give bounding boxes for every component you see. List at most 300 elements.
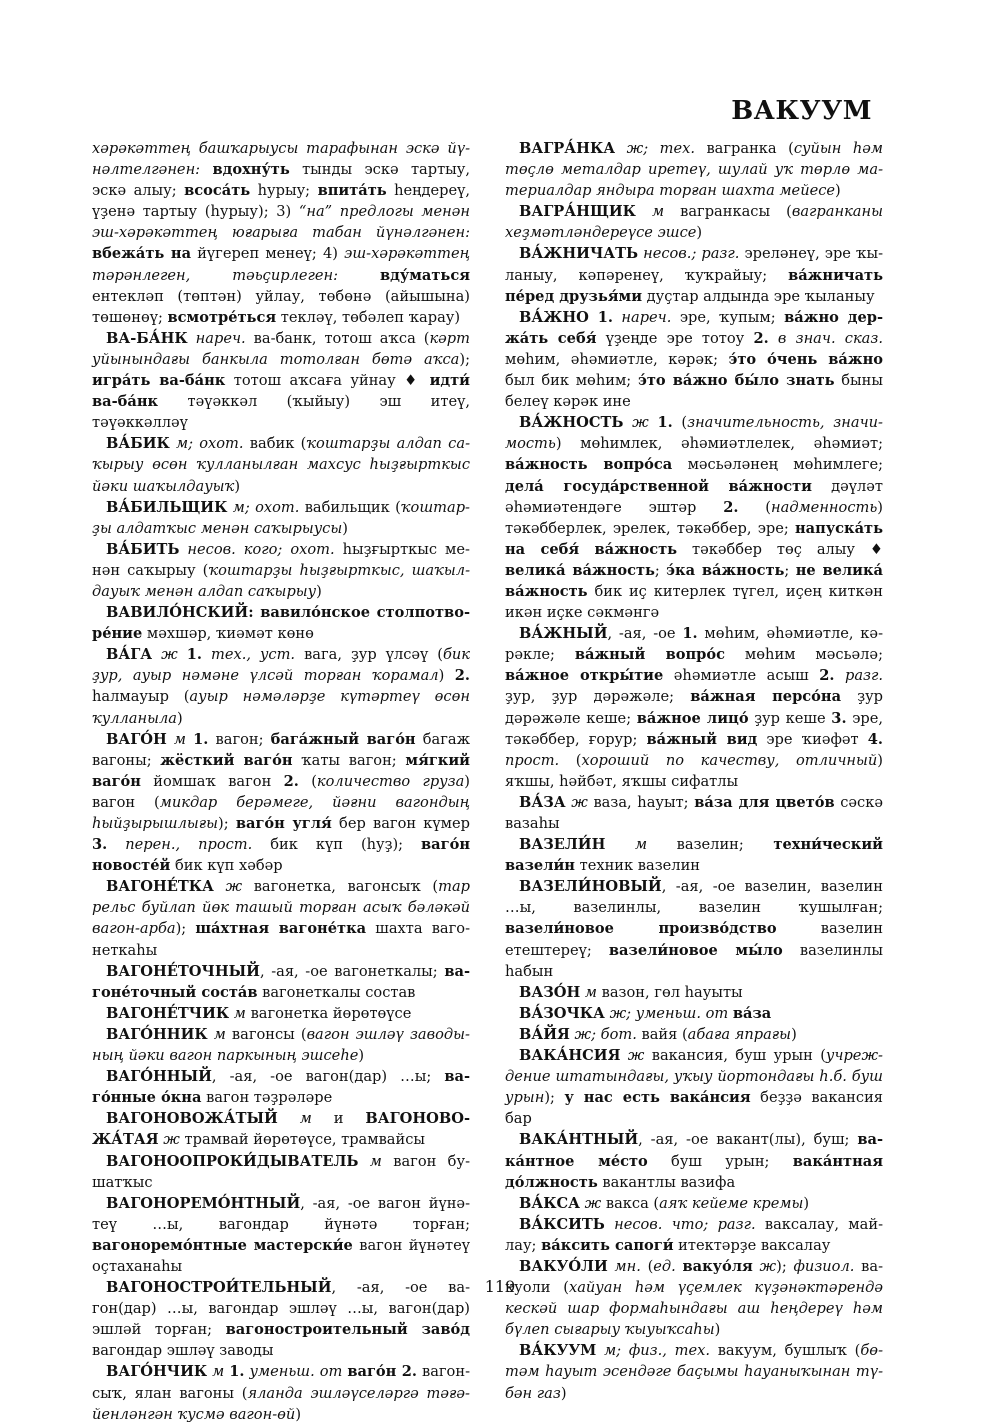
dictionary-entry [505,1193,883,1214]
right-column [505,138,883,1404]
definition-text: мәсьәләнең мөһимлеге; [672,456,884,474]
definition-text: вакса ( [605,1194,660,1212]
definition-text: ) [803,1194,810,1212]
italic-label: м [207,1363,230,1381]
dictionary-entry [92,961,470,1003]
dictionary-entry [92,602,470,644]
definition-text: , -ая, -ое вагон(дар) …ы, вагондар эшләү …ы, вагон(дар) эшләй торған; [92,1279,470,1339]
dictionary-entry [92,876,470,960]
headword: велика́ ва́жность [505,561,655,579]
definition-text: тәүәккәл (ҡыйыу) эш итеү, тәүәккәлләү [92,393,470,432]
definition-text: вагон йүнәтеү оҫтаханаһы [92,1236,470,1275]
headword: вдохну́ть [212,161,290,179]
definition-text: текләү, төбәлеп ҡарау) [276,308,461,326]
headword: 2. [454,667,470,685]
headword: ва́жность вопро́са [505,456,673,474]
definition-text: ҙур кеше [748,709,832,727]
italic-label: ҡоштарҙы алдатҡыс менән саҡырыусы [92,498,470,537]
headword: техни́ческий вазели́н [505,836,883,875]
definition-text: , -ая, -ое вазелин, вазелин …ы, вазелинлы, вазелин ҡушылған; [505,878,883,917]
headword: ВА́КСА [519,1194,580,1212]
headword: ВАГО́ННИК [106,1025,208,1043]
definition-text: ) [438,667,455,685]
dictionary-entry [505,412,883,623]
headword: игра́ть ва-ба́нк [92,372,226,390]
dictionary-entry [505,1045,883,1129]
italic-label: м [229,1004,251,1022]
dictionary-entry [92,1003,470,1024]
headword: ВАГОНОСТРОИ́ТЕЛЬНЫЙ [106,1279,332,1297]
italic-label: ж; уменьш. от [604,1004,733,1022]
definition-text: дуҫтар алдында эре ҡыланыу [642,287,875,305]
italic-label: уменьш. от [244,1363,348,1381]
italic-label: абаға япрағы [687,1025,792,1043]
headword: ваго́н новосте́й [92,836,471,875]
headword: вазели́новое произво́дство [505,920,777,938]
italic-label: м; физ., тех. [596,1342,718,1360]
italic-label: вагон эшләү заводының йәки вагон паркының эшсеһе [92,1025,470,1065]
headword: 1. [229,1363,245,1381]
dictionary-entry [505,876,883,981]
italic-label: надменность [771,498,878,516]
headword: 1. [193,730,209,748]
definition-text: ; [654,561,667,579]
dictionary-entry [92,539,470,602]
definition-text: ); [218,815,236,832]
definition-text: ) мөһимлек, әһәмиәтлелек, әһәмиәт; [555,435,883,453]
definition-text: ); [544,1089,565,1107]
headword: ВАГО́НЧИК [106,1363,208,1381]
italic-label: м [580,983,602,1001]
definition-text: вазелин етештереү; [505,920,883,959]
italic-label: м [635,203,681,221]
headword: 3. [831,709,847,727]
headword: вагоностроительный заво́д [225,1321,470,1339]
italic-label: хәрәкәттең башҡарыусы тарафынан эскә йүнәлтелгәнен: [92,140,470,179]
headword: ВА́БИТЬ [106,540,180,558]
headword: ВАГОНОВОЖА́ТАЯ [92,1110,470,1149]
headword: бага́жный ваго́н [270,730,416,748]
dictionary-entry [505,982,883,1003]
italic-label: ж [158,1131,185,1149]
definition-text: бер вагон күмер [331,815,470,832]
definition-text: йүгереп менеү; 4) [191,245,345,263]
definition-text: вагонсыҡ, ялан вагоны ( [92,1363,470,1402]
italic-label: ж [152,646,187,664]
dictionary-entry [505,201,883,243]
definition-text: ) [295,1405,302,1423]
italic-label: м [358,1152,394,1170]
definition-text: вагонетка йөрөтөүсе [250,1004,412,1022]
definition-text: һалмауыр ( [92,688,190,706]
headword: ваго́нные о́кна [92,1068,470,1107]
definition-text: ) [696,224,703,242]
definition-text: шахта вагонеткаһы [92,920,471,959]
headword: 2. [283,772,299,790]
italic-label: ж [623,414,658,432]
italic-label: ж; тех. [615,140,707,157]
definition-text: вагонетка, вагонсыҡ ( [253,878,439,896]
definition-text: и [333,1110,366,1128]
headword: ВА́ЗОЧКА [519,1004,605,1022]
headword: ВАГРА́НКА [519,140,616,157]
definition-text: эре, тәкәббер, ғорур; [505,709,884,748]
italic-label: несов. кого; охот. [179,540,343,558]
headword: э́то ва́жно бы́ло знать [637,372,835,390]
definition-text: вагонеткалы состав [257,983,416,1001]
italic-label: вагранканы хеҙмәтләндереүсе эшсе [505,203,883,242]
headword: 1. [682,625,698,643]
dictionary-entry [505,1129,883,1192]
dictionary-entry [505,1214,883,1256]
headword: 3. [92,836,108,854]
headword: ва́за [732,1004,772,1022]
headword: ва́ксить сапоги́ [541,1236,674,1254]
definition-text: ) [560,1384,567,1402]
italic-label: ҡоштарҙы һыҙғырткыс, шаҡылдауыҡ менән алдап саҡырыу [92,561,470,600]
italic-label: тех., уст. [202,646,305,664]
headword: ВАЗЕЛИ́Н [519,836,606,854]
italic-label: бөтәм һауыт эсендәге баҫымы һауаныҡынан түбән газ [505,1342,883,1402]
headword: ВАГРА́НЩИК [519,203,636,221]
headword: ВА́ЗА [519,793,566,811]
headword: ВАГОНЕ́ТЧИК [106,1004,230,1022]
headword: ВАЗО́Н [519,983,581,1001]
headword: ВАГО́Н [106,730,167,748]
italic-label: микдар берәмеге, йәғни вагондың һыйҙырышлығы [92,793,470,832]
dictionary-entry [92,644,470,728]
definition-text: ) [316,582,322,600]
definition-text: вагранкасы ( [680,203,792,221]
definition-text: ҙур, ҙур дәрәжәле; [505,688,691,706]
definition-text: , -ая, -ое вагон(дар) …ы; [211,1068,445,1086]
italic-label: бик ҙур, ауыр нәмәне үлсәй торған ҡорамал [92,646,470,685]
headword: ша́хтная вагоне́тка [195,920,367,938]
definition-text: тотош аҡсаға уйнау ♦ [225,372,430,390]
headword: вазели́новое мы́ло [608,941,783,959]
dictionary-entry [92,1108,470,1150]
headword: вагоноремо́нтные мастерски́е [92,1236,353,1254]
headword: 2. [723,498,739,516]
headword: ВАКА́НСИЯ [519,1047,621,1065]
definition-text: ентекләп (төптән) уйлау, төбөнә (айышына) төшөнөү; [92,287,470,326]
headword: ВАГОНЕ́ТКА [106,878,214,896]
headword: ВА́ГА [106,646,153,664]
headword: всмотре́ться [167,308,277,326]
definition-text: был бик мөһим; [505,372,638,390]
dictionary-entry [505,1003,883,1024]
headword: впита́ть [317,182,387,200]
definition-text: вагранка ( [706,140,794,157]
italic-label: м [166,730,194,748]
definition-text: тәкәббер төҫ алыу ♦ [677,540,883,558]
headword: ВА́БИЛЬЩИК [106,498,228,516]
headword: 4. [867,730,883,748]
headword: вака́нтное ме́сто [505,1131,883,1170]
headword: напуска́ть на себя́ ва́жность [505,519,883,558]
dictionary-entry [92,1024,470,1066]
dictionary-entry [92,1361,470,1424]
italic-label: м; охот. [169,435,250,453]
italic-label: м [605,836,677,854]
definition-text: вазелин; [676,836,774,854]
headword: ВАГОНООПРОКИ́ДЫВАТЕЛЬ [106,1152,359,1170]
definition-text: һеңдереү, үҙенә тартыу (һурыу); 3) [92,182,470,221]
headword: вагоне́точный соста́в [92,962,470,1001]
definition-text: ( [298,772,317,790]
definition-text: беҙҙә вакансия бар [505,1089,883,1128]
headword: ВА́БИК [106,435,170,453]
italic-label: кәрт уйынындағы банкыла тотолған бөтә аҡса [92,329,470,368]
definition-text: вагон бушатҡыс [92,1152,470,1191]
italic-label: разг. [834,667,884,685]
italic-label: мн. [607,1257,648,1275]
dictionary-entry [505,792,883,834]
definition-text: дәүләт әһәмиәтендәге эштәр [505,477,883,516]
definition-text: вагондар эшләү заводы [92,1342,274,1360]
definition-text: эреләнеү, эре ҡыланыу, кәпәренеү, ҡуҡрайыу; [505,245,883,284]
headword: ВА́ЙЯ [519,1025,570,1043]
definition-text: вакансия, буш урын ( [651,1047,826,1065]
definition-text: вазон, гөл һауыты [601,983,743,1001]
dictionary-entry [505,138,883,201]
italic-label: аяҡ кейеме кремы [659,1194,804,1212]
italic-label: перен., прост. [107,836,271,854]
headword: ва́жное откры́тие [505,667,664,685]
italic-label: учреждение штатындағы, уҡыу йортондағы һ.б. буш урын [505,1047,883,1107]
definition-text: бик күп хәбәр [170,857,283,875]
dictionary-entry [505,243,883,306]
headword: э́то о́чень ва́жно [728,350,884,368]
headword: ва́жно держа́ть себя́ [505,308,884,347]
definition-text: ) [358,1047,365,1065]
headword: ВА́ЖНОСТЬ [519,414,624,432]
definition-text: , -ая, -ое вакант(лы), буш; [638,1131,858,1149]
italic-label: нареч. [187,329,254,347]
definition-text: буш урын; [647,1152,793,1170]
running-head: ВАКУУМ [731,96,872,126]
definition-text: багаж вагоны; [92,730,470,769]
definition-text: мөһим мәсьәлә; [725,646,883,664]
italic-label: м; охот. [227,498,305,516]
italic-label: ж [565,793,594,811]
headword: ВАГОНОРЕМО́НТНЫЙ [106,1194,301,1212]
definition-text: ; [784,561,796,579]
headword: вакуо́ля [682,1257,753,1275]
italic-label: м [277,1110,334,1128]
headword: ВА-БА́НК [106,329,188,347]
italic-label: хайуан һәм үҫемлек күҙәнәктәрендә кескәй шар формаһындағы аш һеңдереү һәм бүлеп сығарыу ҡыуыҡсаһы [505,1279,883,1339]
headword: ваго́н 2. [347,1363,417,1381]
definition-text: вакантлы вазифа [597,1173,736,1191]
headword: ВАКА́НТНЫЙ [519,1131,639,1149]
italic-label: несов. что; разг. [604,1215,765,1233]
headword: э́ка ва́жность [666,561,785,579]
headword: ВАЗЕЛИ́НОВЫЙ [519,878,662,896]
definition-text: үҙеңде эре тотоу [596,329,754,347]
definition-text: ) [177,709,183,727]
dictionary-entry [505,1024,883,1045]
definition-text: эре, ҡупым; [679,308,785,326]
headword: 2. [819,667,835,685]
headword: ва́жная персо́на [690,688,842,706]
italic-label: ед. [653,1257,683,1275]
headword: ва́жный вопро́с [574,646,726,664]
definition-text: ( [672,414,688,432]
dictionary-entry [505,1256,883,1340]
definition-text: ) [234,477,241,495]
definition-text: мөһим, әһәмиәтле, кәрәкле; [505,625,883,664]
headword: 1. [657,414,673,432]
definition-text: ҡаты вагон; [292,751,406,769]
definition-text: вакуум, бушлыҡ ( [717,1342,861,1360]
dictionary-entry [92,1193,470,1277]
definition-text: ваза, һауыт; [593,793,695,811]
italic-label: м [207,1025,232,1043]
headword: ВА́ЖНИЧАТЬ [519,245,639,263]
definition-text: ) [835,182,841,200]
headword: идти́ ва-ба́нк [92,372,470,411]
italic-label: ж [620,1047,652,1065]
definition-text: вайя ( [641,1025,688,1043]
italic-label: значительность, значимость [505,414,883,453]
headword: всоса́ть [184,182,251,200]
definition-text: ва-банк, тотош аҡса ( [253,329,430,347]
italic-label: хороший по качеству, отличный [581,751,878,769]
headword: вбежа́ть на [92,245,192,263]
italic-label: тар рельс буйлап йөк ташый торған асыҡ бәләкәй вагон-арба [92,878,470,938]
definition-text: ( [575,751,582,769]
headword: у нас есть вака́нсия [564,1089,751,1107]
definition-text: ); [459,350,470,368]
headword: ВА́КСИТЬ [519,1215,605,1233]
headword: ва́за для цвето́в [694,793,835,811]
dictionary-entry [505,1340,883,1403]
definition-text: вагон тәҙрәләре [201,1089,333,1107]
definition-text: вакуоли ( [505,1257,883,1297]
italic-label: ауыр нәмәләрҙе күтәртеү өсөн ҡулланыла [92,688,470,727]
italic-label: физиол. [793,1257,862,1275]
headword: не велика́ ва́жность [505,561,883,600]
headword: ва́жное лицо́ [636,709,749,727]
definition-text: , -ая, -ое вагонеткалы; [259,962,445,980]
headword: ва́жный вид [646,730,758,748]
page-number: 119 [484,1277,516,1296]
definition-text: әһәмиәтле асыш [663,667,820,685]
italic-label: яланда эшләүселәргә тәғәйенләнгән ҡусмә вагон-өй [92,1384,470,1423]
headword: ВАГОНОВОЖА́ТЫЙ [106,1110,278,1128]
definition-text: ); [776,1257,794,1275]
italic-label: количество груза [316,772,465,790]
dictionary-entry [92,729,470,877]
definition-text: бик иҫ китерлек түгел, иҫең киткән икән иҫке сәкмәнгә [505,582,883,622]
definition-text: ) [791,1025,797,1043]
headword: ва́жничать пе́ред друзья́ми [505,266,883,305]
headword: 2. [753,329,769,347]
definition-text: ) яҡшы, һәйбәт, яҡшы сифатлы [505,751,883,790]
headword: ваго́н угля́ [235,815,332,832]
headword: ВАГО́ННЫЙ [106,1068,212,1086]
headword: ВА́ЖНЫЙ [519,625,608,643]
italic-label: в знач. сказ. [768,329,883,347]
italic-label: ҡоштарҙы алдап саҡырыу өсөн ҡулланылған махсус һыҙғырткыс йәки шаҡылдауыҡ [92,435,470,495]
dictionary-entry [505,834,883,876]
definition-text: , -ая, -ое [607,625,683,643]
definition-text: бик күп (һуҙ); [270,836,422,854]
dictionary-entry [92,328,470,433]
definition-text: йомшаҡ вагон [140,772,284,790]
italic-label: суйын һәм төҫлө металдар иретеү, шулай уҡ төрлө материалдар яндыра торған шахта мейесе [505,140,883,200]
italic-label: ж [752,1257,777,1275]
definition-text: ) [342,519,348,537]
headword: жёсткий ваго́н [160,751,293,769]
definition-text: вазелинлы һабын [505,941,884,980]
definition-text: техник вазелин [575,857,701,875]
dictionary-entry [92,433,470,496]
definition-text: һыҙғырткыс менән саҡырыу ( [92,540,470,579]
definition-text: ) тәкәбберлек, эрелек, тәкәббер, эре; [505,498,883,537]
definition-text: һурыу; [250,182,318,200]
definition-text: мәхшәр, ҡиәмәт көнө [142,625,314,643]
left-column [92,138,470,1425]
definition-text: ); [175,920,196,938]
headword: мя́гкий ваго́н [92,751,470,790]
headword: ВАВИЛО́НСКИЙ: вавило́нское столпотворе́ние [92,604,470,643]
italic-label: ж [213,878,254,896]
definition-text: итектәрҙе ваксалау [673,1236,831,1254]
definition-text: ) вагон ( [92,772,470,811]
headword: ВАКУО́ЛИ [519,1257,608,1275]
definition-text: ( [647,1257,654,1275]
headword: ВА́КУУМ [519,1342,597,1360]
definition-text: вабик ( [249,435,307,453]
definition-text: трамвай йөрөтөүсе, трамвайсы [184,1131,426,1149]
headword: вду́маться [380,266,470,284]
headword: дела́ госуда́рственной ва́жности [505,477,812,495]
definition-text: ваксалау, майлау; [505,1215,883,1254]
definition-text: мөһим, әһәмиәтле, кәрәк; [505,350,729,368]
headword: 1. [186,646,202,664]
definition-text: ( [738,498,772,516]
definition-text: тынды эскә тартыу, эскә алыу; [92,161,470,200]
italic-label: ж [580,1194,606,1212]
definition-text: вага, ҙур үлсәү ( [304,646,443,664]
dictionary-entry [92,497,470,539]
italic-label: нареч. [612,308,680,326]
definition-text: сәскә вазаһы [505,793,883,832]
italic-label: “на” предлогы менән эш-хәрәкәттең юғарыға табан йүнәлгәнен: [92,203,470,242]
definition-text: вагон; [208,730,271,748]
headword: ВА́ЖНО 1. [519,308,613,326]
dictionary-entry [92,1151,470,1193]
italic-label: ж; бот. [569,1025,642,1043]
headword: ВАГОНЕ́ТОЧНЫЙ [106,962,260,980]
definition-text: ) [714,1321,721,1339]
italic-label: эш-хәрәкәттең тәрәнлеген, тәьҫирлеген: [92,245,470,284]
definition-text: вагонсы ( [231,1025,307,1043]
dictionary-entry [92,1066,470,1108]
definition-text: ҙур дәрәжәле кеше; [505,688,884,727]
definition-text: быны белеү кәрәк ине [505,372,883,411]
dictionary-entry [505,307,883,412]
definition-text: вабильщик ( [304,498,401,516]
headword: вака́нтная до́лжность [505,1152,883,1191]
definition-text: эре ҡиәфәт [757,730,868,748]
dictionary-entry [505,623,883,792]
definition-text: , -ая, -ое вагон йүнәтеү …ы, вагондар йүнәтә торған; [92,1194,470,1233]
italic-label: несов.; разг. [638,245,745,263]
italic-label: прост. [505,751,576,769]
